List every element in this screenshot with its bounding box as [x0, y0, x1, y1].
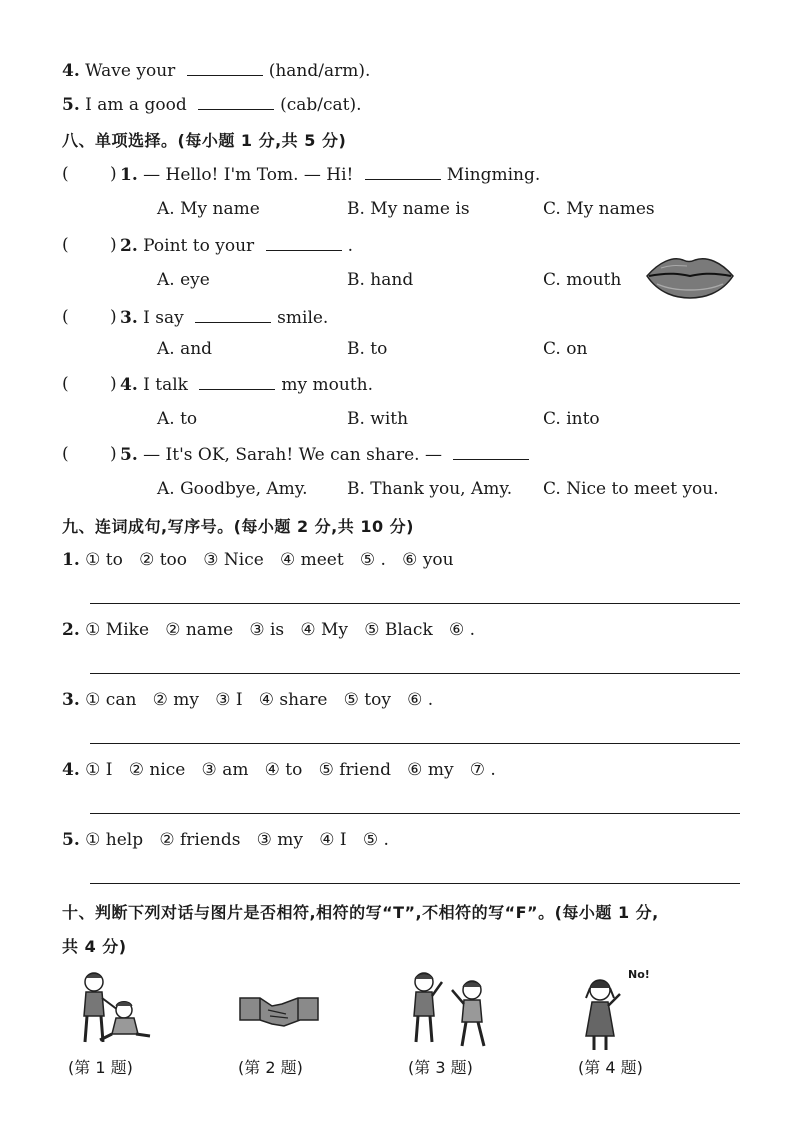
answer-paren-close: ) [110, 307, 117, 327]
option-b[interactable]: B. My name is [347, 199, 470, 219]
question-text-after: smile. [277, 308, 329, 328]
item-number: 5. [62, 95, 80, 115]
question-text-before: Point to your [143, 236, 255, 256]
option-a[interactable]: A. Goodbye, Amy. [157, 479, 308, 499]
answer-blank[interactable] [198, 94, 274, 110]
picture-2-handshake [238, 990, 320, 1030]
mc-question-2 [120, 235, 353, 257]
answer-paren-open: ( [62, 164, 69, 184]
option-c[interactable]: C. into [543, 409, 600, 429]
item-number: 1. [62, 550, 80, 570]
answer-blank[interactable] [199, 374, 275, 390]
section-9-heading: 九、连词成句,写序号。(每小题 2 分,共 10 分) [62, 517, 414, 536]
answer-paren-close: ) [110, 444, 117, 464]
option-b[interactable]: B. Thank you, Amy. [347, 479, 513, 499]
mc-question-1 [120, 164, 540, 186]
answer-paren-open: ( [62, 444, 69, 464]
option-c[interactable]: C. mouth [543, 270, 622, 290]
answer-paren-close: ) [110, 374, 117, 394]
item-number: 5. [62, 830, 80, 850]
question-number: 4. [120, 375, 138, 395]
section-10-heading-line-1: 十、判断下列对话与图片是否相符,相符的写“T”,不相符的写“F”。(每小题 1 分, [62, 903, 659, 922]
fill-item-5 [62, 94, 362, 116]
word-order-item-2 [62, 619, 475, 641]
item-text-after: (cab/cat). [280, 95, 362, 115]
word-list: ① to ② too ③ Nice ④ meet ⑤ . ⑥ you [85, 550, 454, 570]
caption-picture-4: (第 4 题) [578, 1058, 643, 1077]
answer-blank[interactable] [453, 444, 529, 460]
mc-question-5 [120, 444, 535, 466]
answer-write-line[interactable] [90, 603, 740, 604]
question-number: 5. [120, 445, 138, 465]
word-order-item-3 [62, 689, 433, 711]
item-number: 4. [62, 760, 80, 780]
option-c[interactable]: C. on [543, 339, 588, 359]
option-a[interactable]: A. eye [157, 270, 210, 290]
answer-write-line[interactable] [90, 883, 740, 884]
option-c[interactable]: C. Nice to meet you. [543, 479, 719, 499]
answer-blank[interactable] [187, 60, 263, 76]
mc-question-3 [120, 307, 328, 329]
word-order-item-1 [62, 549, 454, 571]
question-text-before: I talk [143, 375, 188, 395]
option-a[interactable]: A. and [157, 339, 213, 359]
question-number: 3. [120, 308, 138, 328]
question-number: 1. [120, 165, 138, 185]
answer-paren-open: ( [62, 307, 69, 327]
item-number: 4. [62, 61, 80, 81]
question-text-before: I say [143, 308, 184, 328]
option-b[interactable]: B. hand [347, 270, 414, 290]
fill-item-4 [62, 60, 370, 82]
question-text-before: — It's OK, Sarah! We can share. — [143, 445, 442, 465]
option-c[interactable]: C. My names [543, 199, 655, 219]
caption-picture-3: (第 3 题) [408, 1058, 473, 1077]
lips-picture [645, 254, 735, 300]
picture-1-helping-friend [72, 970, 158, 1048]
question-text-before: — Hello! I'm Tom. — Hi! [143, 165, 354, 185]
question-text-after: my mouth. [281, 375, 374, 395]
answer-paren-close: ) [110, 164, 117, 184]
picture-3-waving-boys [402, 968, 498, 1050]
word-list: ① can ② my ③ I ④ share ⑤ toy ⑥ . [85, 690, 434, 710]
word-order-item-4 [62, 759, 496, 781]
answer-blank[interactable] [195, 307, 271, 323]
answer-paren-open: ( [62, 235, 69, 255]
caption-picture-2: (第 2 题) [238, 1058, 303, 1077]
item-text-before: Wave your [85, 61, 176, 81]
word-list: ① Mike ② name ③ is ④ My ⑤ Black ⑥ . [85, 620, 476, 640]
speech-no-text: No! [628, 968, 650, 981]
section-10-heading-line-2: 共 4 分) [62, 937, 127, 956]
question-text-after: . [347, 236, 353, 256]
option-b[interactable]: B. with [347, 409, 409, 429]
word-list: ① help ② friends ③ my ④ I ⑤ . [85, 830, 389, 850]
word-order-item-5 [62, 829, 389, 851]
answer-blank[interactable] [266, 235, 342, 251]
answer-write-line[interactable] [90, 743, 740, 744]
option-a[interactable]: A. My name [157, 199, 260, 219]
mc-question-4 [120, 374, 373, 396]
item-text-after: (hand/arm). [268, 61, 371, 81]
answer-blank[interactable] [365, 164, 441, 180]
option-a[interactable]: A. to [157, 409, 198, 429]
item-text-before: I am a good [85, 95, 187, 115]
answer-paren-open: ( [62, 374, 69, 394]
question-text-after: Mingming. [446, 165, 541, 185]
word-list: ① I ② nice ③ am ④ to ⑤ friend ⑥ my ⑦ . [85, 760, 496, 780]
answer-write-line[interactable] [90, 813, 740, 814]
answer-write-line[interactable] [90, 673, 740, 674]
question-number: 2. [120, 236, 138, 256]
item-number: 2. [62, 620, 80, 640]
answer-paren-close: ) [110, 235, 117, 255]
item-number: 3. [62, 690, 80, 710]
option-b[interactable]: B. to [347, 339, 388, 359]
caption-picture-1: (第 1 题) [68, 1058, 133, 1077]
section-8-heading: 八、单项选择。(每小题 1 分,共 5 分) [62, 131, 347, 150]
